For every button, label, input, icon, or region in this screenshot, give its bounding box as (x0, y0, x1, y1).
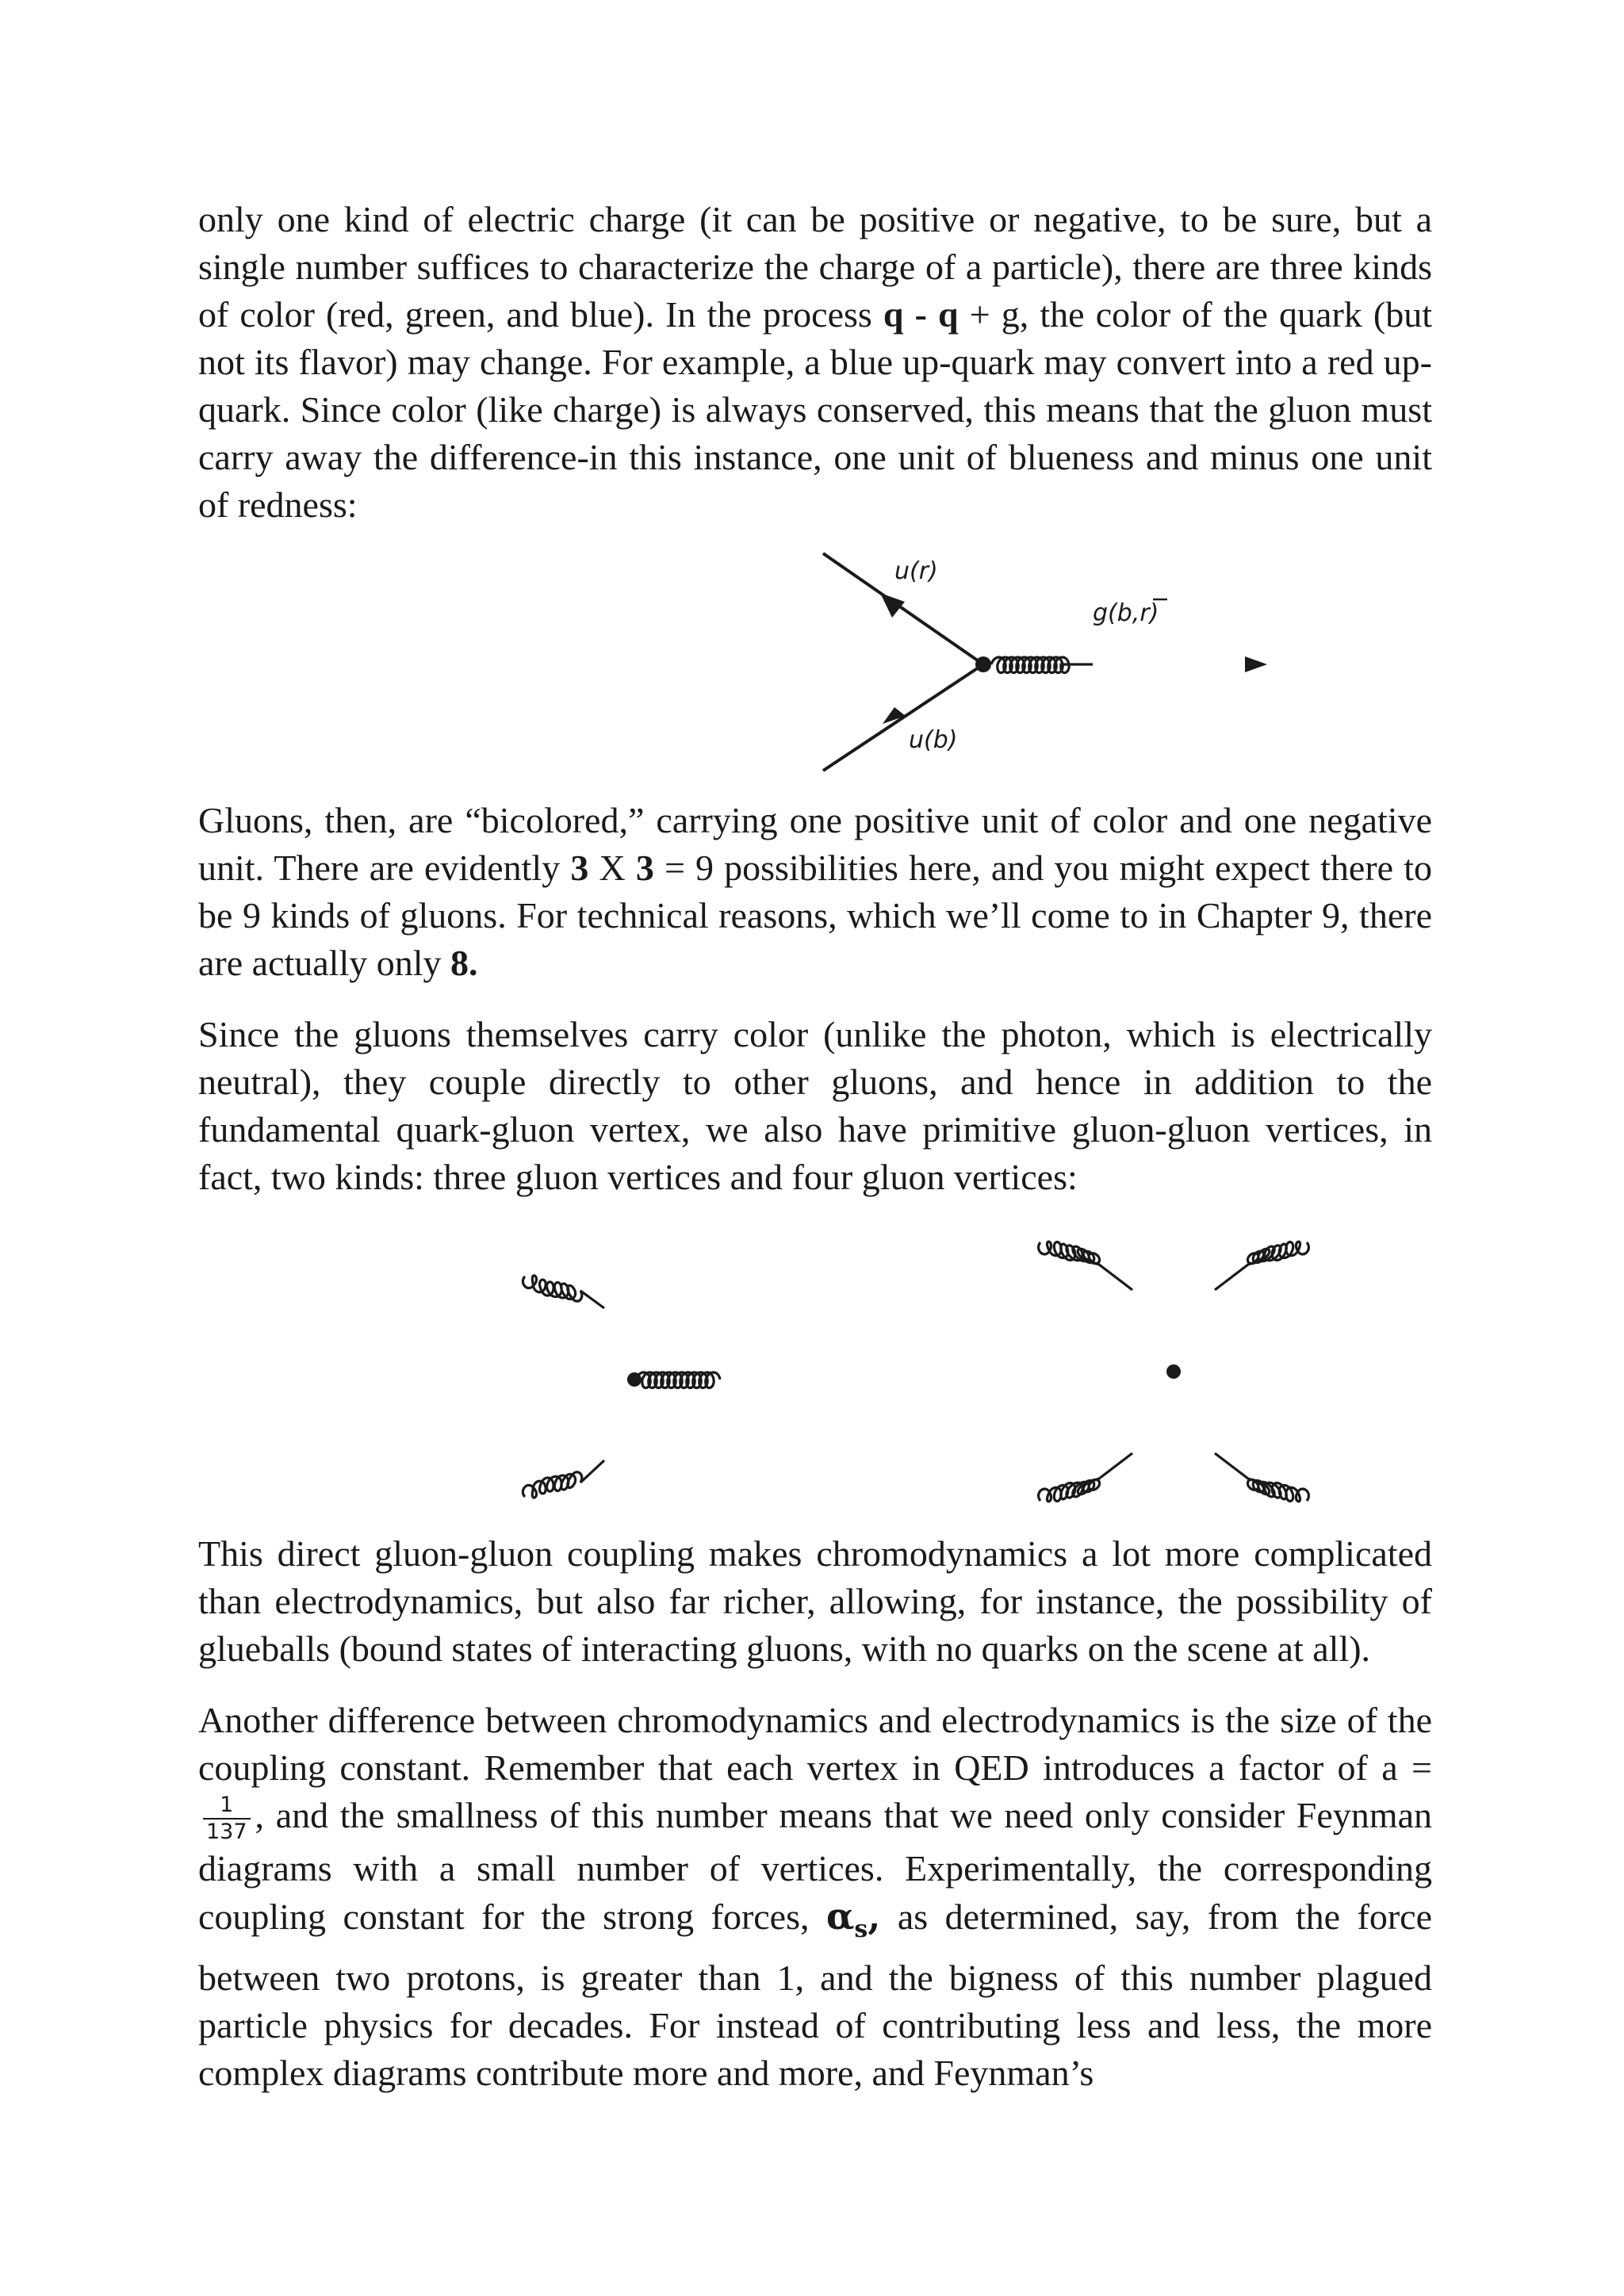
fraction-one-over-137 (203, 1793, 251, 1845)
vertex-dot (627, 1372, 642, 1387)
paragraph-coupling-constant (198, 1697, 1432, 2097)
three-gluon-vertex-diagram (508, 1261, 833, 1514)
arrow-symbol: - (903, 294, 939, 335)
gluon-line-top-left (1039, 1242, 1132, 1290)
quark-arrow-top (880, 593, 905, 618)
gluon-line-bottom-left (1039, 1453, 1132, 1502)
gluon-line-right (636, 1372, 720, 1388)
bold-number: 8. (450, 943, 478, 983)
text-run: + g, the color of the quark (but not its flavor) may change. For example, a blue up-quark may convert into a red up-quark. Since color (like charge) is always conserved, this means that the gluon must carry away the difference-in this instance, one unit of blueness and minus one unit of redness: (198, 294, 1432, 525)
quark-symbol: q (883, 294, 904, 335)
quark-line-bottom (823, 664, 983, 771)
gluon-line-top-right (1215, 1242, 1308, 1290)
label-u-r: u(r) (894, 557, 938, 585)
gluon-line-lower (523, 1460, 604, 1498)
paragraph-gluon-coupling: This direct gluon-gluon coupling makes chromodynamics a lot more complicated than electrodynamics, but also far richer, allowing, for instance, the possibility of glueballs (bound states of interacting gluons, with no quarks on the scene at all). (198, 1533, 1432, 1669)
gluon-line (991, 657, 1093, 673)
text-run: Gluons, then, are “bicolored,” carrying one positive unit of color and one negative unit. There are evidently (198, 800, 1432, 888)
gluon-line-bottom-right (1215, 1453, 1308, 1502)
gluon-arrow (1245, 656, 1267, 672)
text-run: X (588, 848, 636, 888)
paragraph-color-charge (198, 196, 1432, 529)
label-gluon: g(b,r) (1093, 599, 1159, 627)
four-gluon-vertex-diagram (1023, 1225, 1324, 1518)
fraction-numerator: 1 (203, 1793, 251, 1820)
vertex-dot (975, 656, 991, 672)
bold-number: 3 (570, 848, 589, 888)
quark-gluon-vertex-diagram (801, 539, 1293, 785)
paragraph-bicolored (198, 797, 1432, 987)
text-run: = 9 possibilities here, and you might expect there to be 9 kinds of gluons. For technical reasons, which we’ll come to in Chapter 9, there are actually only (198, 848, 1432, 983)
quark-symbol: q (938, 294, 959, 335)
alpha-s-symbol: $\alpha_s$, (826, 1895, 881, 1944)
text-run: only one kind of electric charge (it can be positive or negative, to be sure, but a single number suffices to characterize the charge of a particle), there are three kinds of color (red, green, and blue). In the process (198, 199, 1432, 335)
text-run: Another difference between chromodynamics and electrodynamics is the size of the coupling constant. Remember that each vertex in QED introduces a factor of a = (198, 1700, 1432, 1788)
fraction-denominator: 137 (206, 1820, 247, 1845)
paragraph-gluon-vertices: Since the gluons themselves carry color (unlike the photon, which is electrically neutral), they couple directly to other gluons, and hence in addition to the fundamental quark-gluon vertex, we also have primitive gluon-gluon vertices, in fact, two kinds: three gluon vertices and four gluon vertices: (198, 1014, 1432, 1197)
label-u-b: u(b) (909, 726, 958, 754)
vertex-dot (1166, 1364, 1181, 1379)
bold-number: 3 (635, 848, 654, 888)
text-run: as determined, say, from the force between two protons, is greater than 1, and the bigness of this number plagued particle physics for decades. For instead of contributing less and less, the more complex diagrams contribute more and more, and Feynman’s (198, 1896, 1432, 2093)
text-run: , and the smallness of this number means that we need only consider Feynman diagrams with a small number of vertices. Experimentally, the corresponding coupling constant for the strong forces, (198, 1795, 1432, 1938)
gluon-line-upper (523, 1276, 604, 1308)
quark-arrow-bottom (883, 707, 906, 724)
